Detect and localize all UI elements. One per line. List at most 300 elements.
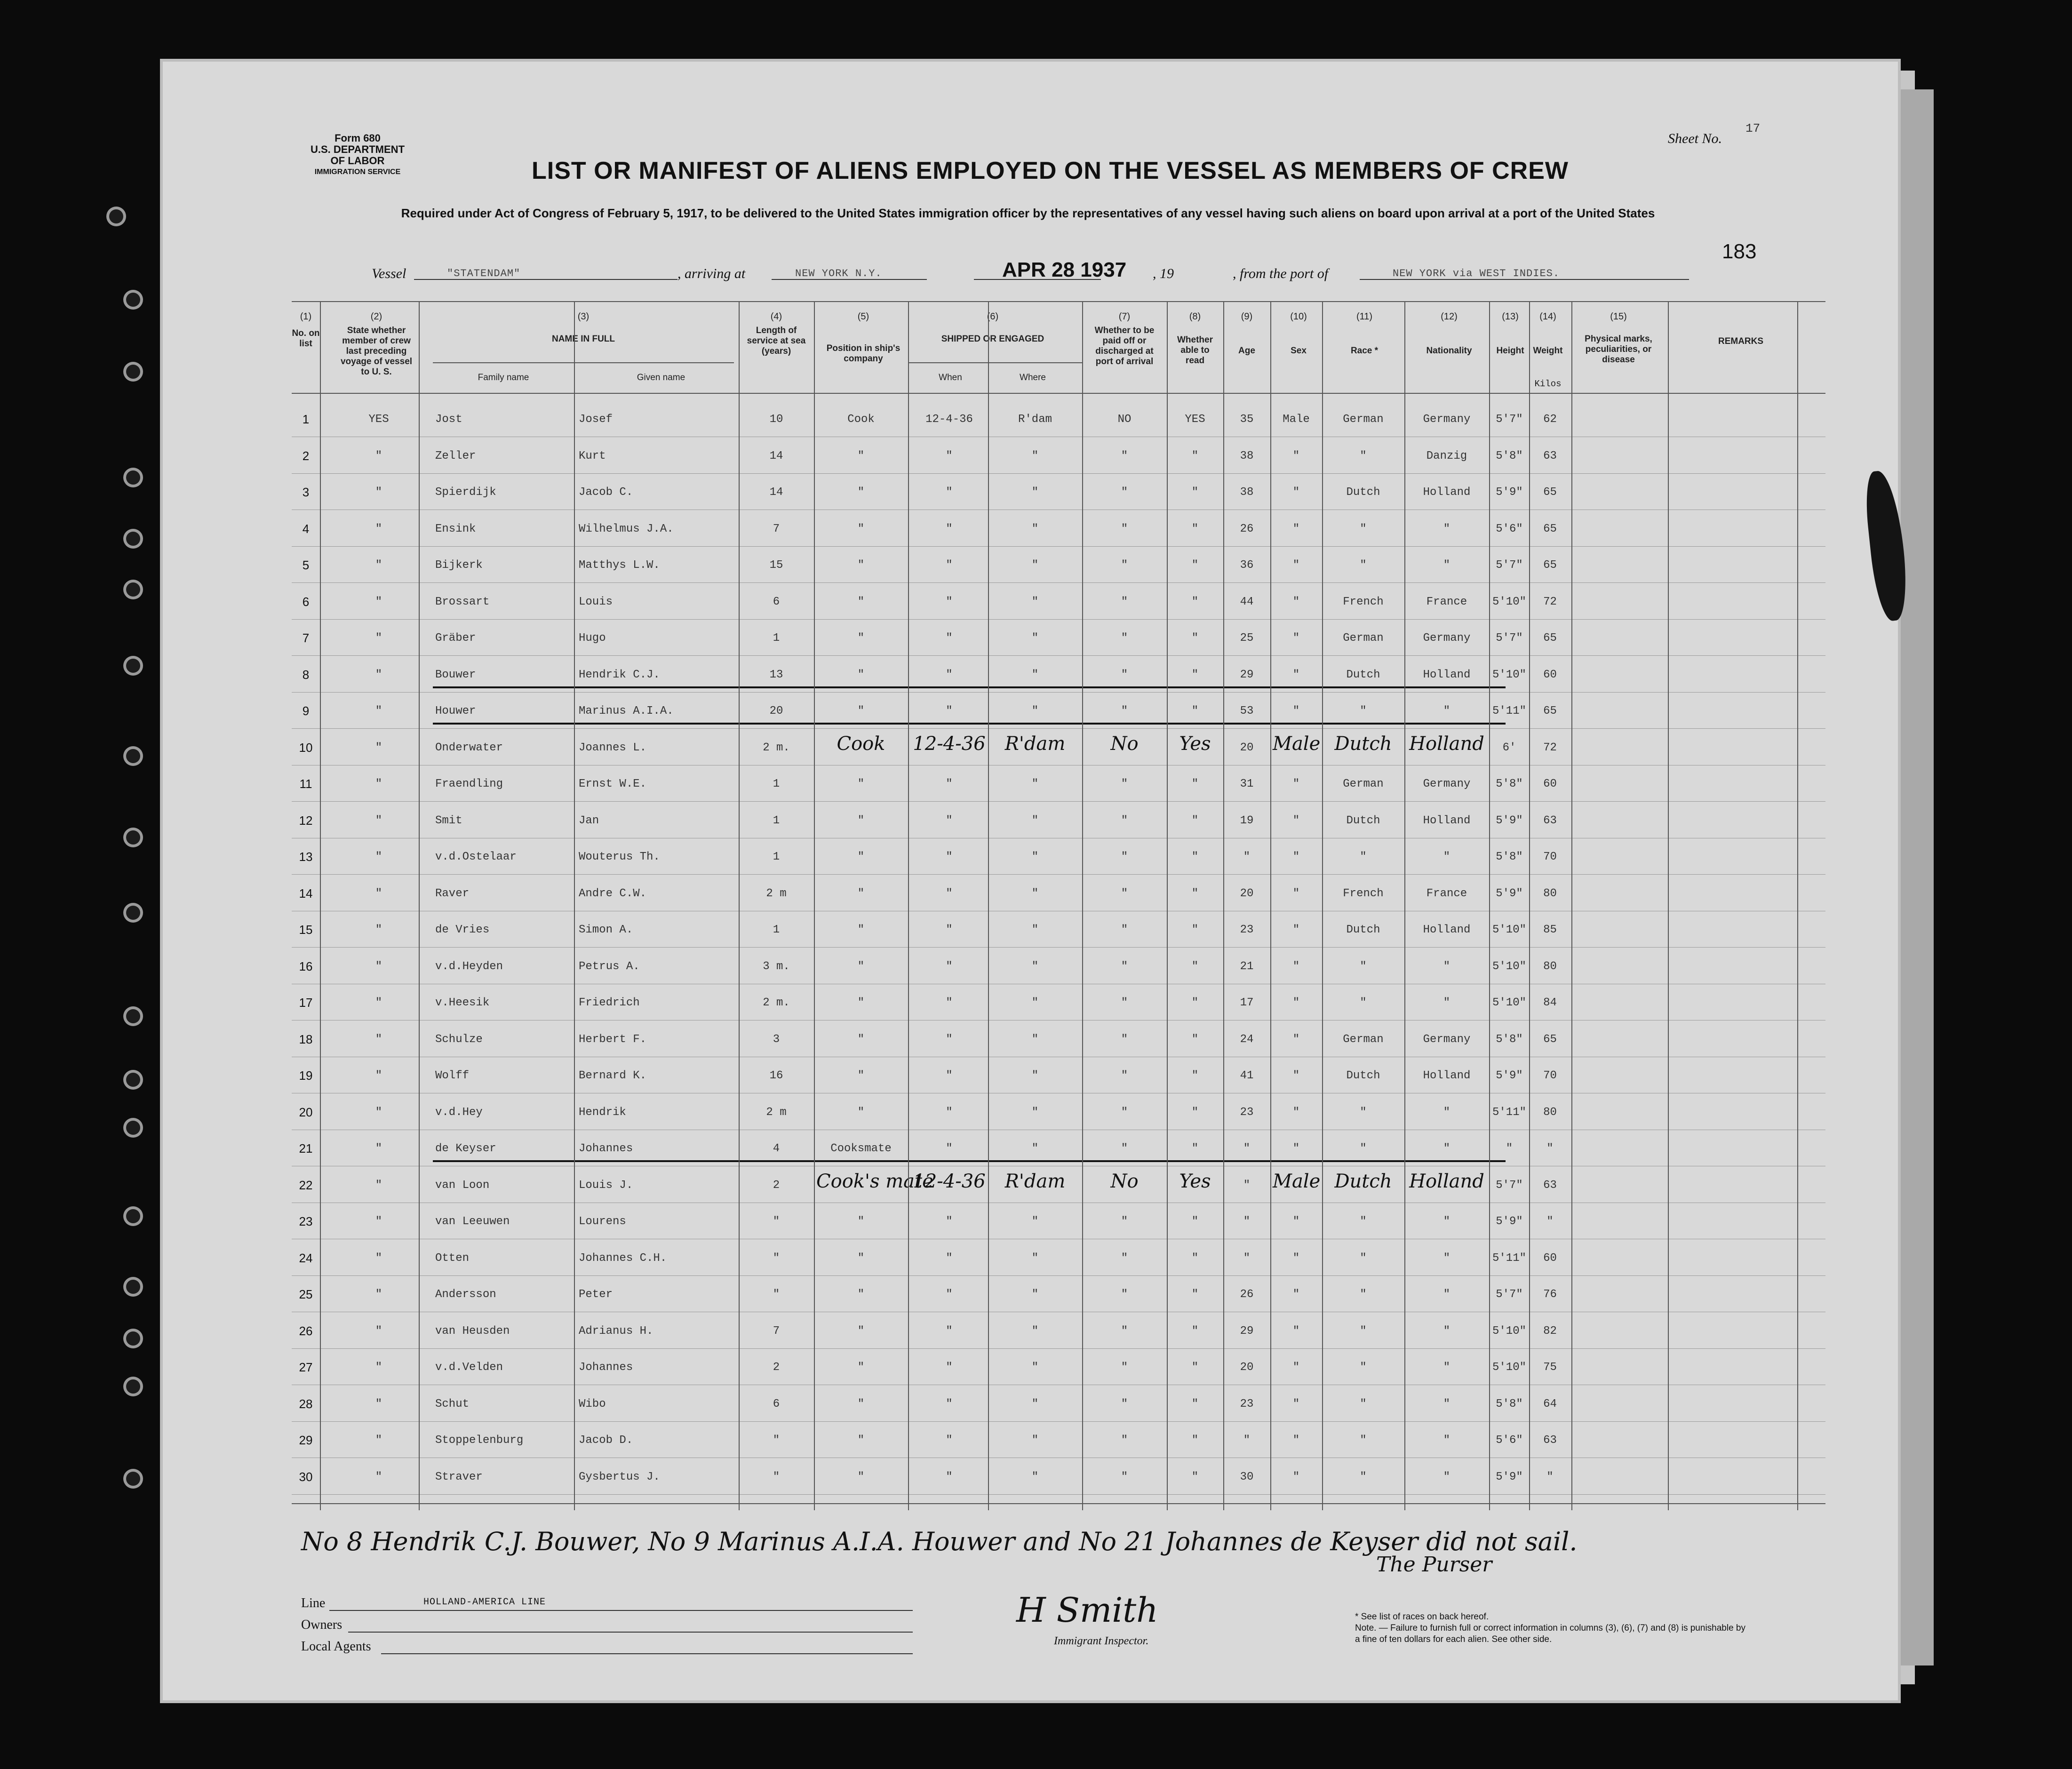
strike-through-line bbox=[433, 686, 1506, 688]
cell-sex: Male bbox=[1283, 413, 1310, 426]
cell-prev: " bbox=[375, 1470, 383, 1483]
cell-read: " bbox=[1191, 814, 1199, 827]
cell-prev: " bbox=[375, 1142, 383, 1155]
cell-family: Onderwater bbox=[435, 741, 503, 754]
cell-read: " bbox=[1191, 705, 1199, 717]
cell-nat: Germany bbox=[1423, 778, 1471, 790]
cell-height: 5'9" bbox=[1496, 1215, 1523, 1228]
cell-prev: " bbox=[375, 559, 383, 572]
cell-prev: " bbox=[375, 741, 383, 754]
col-num-10: (10) bbox=[1290, 311, 1307, 322]
table-column-rule bbox=[1797, 301, 1798, 1510]
punch-hole-icon bbox=[126, 1331, 140, 1346]
cell-sex: " bbox=[1292, 486, 1300, 499]
cell-paid: " bbox=[1121, 1434, 1128, 1447]
cell-weight: 70 bbox=[1543, 851, 1557, 863]
cell-service: 4 bbox=[773, 1142, 780, 1155]
cell-service: 15 bbox=[769, 559, 783, 572]
cell-where: " bbox=[1031, 449, 1039, 462]
cell-nat: " bbox=[1443, 1142, 1450, 1155]
cell-read: " bbox=[1191, 1106, 1199, 1119]
cell-service: 2 bbox=[773, 1179, 780, 1192]
page-subtitle: Required under Act of Congress of February 5, 1917, to be delivered to the United States immigration officer by the representatives of any vessel having such aliens on board upon arrival at a port of the United States bbox=[401, 206, 1655, 220]
cell-race: Dutch bbox=[1346, 1069, 1380, 1082]
cell-age: " bbox=[1243, 1251, 1251, 1265]
cell-family: Brossart bbox=[435, 595, 490, 608]
cell-paid: " bbox=[1121, 960, 1128, 973]
arrival-date-stamp: APR 28 1937 bbox=[1002, 258, 1127, 281]
cell-sex: " bbox=[1292, 595, 1300, 608]
cell-family: v.d.Velden bbox=[435, 1361, 503, 1374]
cell-nat: Germany bbox=[1423, 413, 1471, 426]
cell-age: 20 bbox=[1240, 741, 1254, 754]
cell-sex: " bbox=[1292, 814, 1300, 827]
punch-hole-icon bbox=[126, 1073, 140, 1087]
col-num-4: (4) bbox=[770, 311, 782, 322]
row-number: 25 bbox=[299, 1287, 313, 1301]
cell-read: " bbox=[1191, 1251, 1199, 1265]
cell-position: " bbox=[857, 559, 865, 572]
row-number: 11 bbox=[299, 777, 312, 791]
cell-where: " bbox=[1031, 1033, 1039, 1046]
cell-height: 5'10" bbox=[1492, 996, 1526, 1009]
table-column-rule bbox=[574, 301, 575, 1510]
cell-weight: 72 bbox=[1543, 741, 1557, 754]
col-head-position: Position in ship's company bbox=[826, 343, 901, 364]
cell-when: " bbox=[946, 814, 953, 827]
table-row-rule bbox=[292, 1421, 1825, 1422]
cell-weight: 85 bbox=[1543, 924, 1557, 936]
table-column-rule bbox=[814, 301, 815, 1510]
punch-hole-icon bbox=[109, 209, 123, 223]
cell-when: " bbox=[946, 1324, 953, 1338]
cell-service: 6 bbox=[773, 595, 780, 608]
cell-when: " bbox=[946, 1033, 953, 1046]
row-number: 27 bbox=[299, 1360, 313, 1374]
cell-height: 5'9" bbox=[1496, 1069, 1523, 1082]
col-num-6: (6) bbox=[987, 311, 999, 322]
cell-race: French bbox=[1343, 887, 1384, 900]
cell-given: Jan bbox=[579, 814, 599, 827]
cell-where: " bbox=[1031, 595, 1039, 608]
arriving-label: , arriving at bbox=[677, 266, 746, 281]
col-head-state: State whether member of crew last preceding voyage of vessel to U. S. bbox=[340, 326, 413, 377]
cell-prev: YES bbox=[368, 413, 389, 426]
cell-given: Wibo bbox=[579, 1397, 606, 1410]
cell-prev: " bbox=[375, 632, 383, 645]
cell-position: " bbox=[857, 960, 865, 973]
cell-service: 7 bbox=[773, 522, 780, 535]
cell-given: Wouterus Th. bbox=[579, 851, 660, 863]
cell-race: Dutch bbox=[1346, 668, 1380, 681]
table-subheader-rule bbox=[908, 362, 1082, 363]
cell-prev: " bbox=[375, 1397, 383, 1410]
vessel-label: Vessel bbox=[372, 266, 406, 281]
cell-family: de Vries bbox=[435, 924, 490, 936]
col-head-race: Race * bbox=[1350, 346, 1379, 356]
table-column-rule bbox=[1082, 301, 1083, 1510]
cell-when: " bbox=[946, 996, 953, 1009]
cell-when: " bbox=[946, 1251, 953, 1265]
cell-family: Smit bbox=[435, 814, 462, 827]
cell-position: " bbox=[857, 851, 865, 863]
cell-prev: " bbox=[375, 1069, 383, 1082]
col-num-14: (14) bbox=[1539, 311, 1556, 322]
cell-race: Dutch bbox=[1346, 814, 1380, 827]
cell-sex: " bbox=[1292, 1397, 1300, 1410]
cell-when: " bbox=[946, 1470, 953, 1483]
cell-race: " bbox=[1360, 960, 1367, 973]
cell-age: 31 bbox=[1240, 778, 1254, 790]
cell-service: 10 bbox=[769, 413, 783, 426]
cell-weight: 80 bbox=[1543, 887, 1557, 900]
cell-height: 5'7" bbox=[1496, 632, 1523, 645]
table-row-rule bbox=[292, 1275, 1825, 1276]
punch-hole-icon bbox=[126, 1379, 140, 1394]
cell-age: 17 bbox=[1240, 996, 1254, 1009]
cell-service: 14 bbox=[769, 486, 783, 499]
cell-when: " bbox=[946, 705, 953, 717]
cell-position: " bbox=[857, 1361, 865, 1374]
cell-race: Dutch bbox=[1346, 924, 1380, 936]
punch-hole-icon bbox=[126, 582, 140, 597]
cell-when: " bbox=[946, 449, 953, 462]
cell-read: " bbox=[1191, 1215, 1199, 1228]
cell-service: 2 m. bbox=[763, 741, 790, 754]
cell-age: " bbox=[1243, 1434, 1251, 1447]
row-number: 1 bbox=[302, 412, 310, 426]
cell-read: " bbox=[1191, 559, 1199, 572]
punch-hole-icon bbox=[126, 365, 140, 379]
cell-where: " bbox=[1031, 924, 1039, 936]
cell-weight: 80 bbox=[1543, 960, 1557, 973]
arriving-port: NEW YORK N.Y. bbox=[795, 268, 882, 279]
col-head-weight: Weight bbox=[1533, 346, 1563, 356]
cell-where: " bbox=[1031, 851, 1039, 863]
cell-height: 5'9" bbox=[1496, 486, 1523, 499]
cell-service: " bbox=[773, 1288, 780, 1301]
cell-prev: " bbox=[375, 996, 383, 1009]
cell-given: Joannes L. bbox=[579, 741, 647, 754]
cell-family: Schut bbox=[435, 1397, 470, 1410]
col-head-when: When bbox=[939, 373, 962, 382]
table-column-rule bbox=[1167, 301, 1168, 1510]
cell-age: 53 bbox=[1240, 705, 1254, 717]
cell-position: " bbox=[857, 705, 865, 717]
year-label: , 19 bbox=[1153, 266, 1174, 281]
cell-where: " bbox=[1031, 559, 1039, 572]
cell-sex: " bbox=[1292, 632, 1300, 645]
cell-nat: Holland bbox=[1409, 733, 1484, 755]
cell-race: " bbox=[1360, 1215, 1367, 1228]
cell-position: " bbox=[857, 632, 865, 645]
cell-nat: " bbox=[1443, 1215, 1450, 1228]
cell-when: " bbox=[946, 1069, 953, 1082]
cell-family: Stoppelenburg bbox=[435, 1434, 524, 1447]
cell-prev: " bbox=[375, 486, 383, 499]
cell-sex: " bbox=[1292, 1033, 1300, 1046]
cell-read: " bbox=[1191, 449, 1199, 462]
col-num-11: (11) bbox=[1356, 311, 1373, 322]
cell-where: R'dam bbox=[1004, 1170, 1066, 1192]
cell-given: Herbert F. bbox=[579, 1033, 647, 1046]
cell-race: " bbox=[1360, 996, 1367, 1009]
cell-service: 1 bbox=[773, 632, 780, 645]
cell-prev: " bbox=[375, 1106, 383, 1119]
cell-height: 5'8" bbox=[1496, 1397, 1523, 1410]
cell-position: " bbox=[857, 1324, 865, 1338]
table-row-rule bbox=[292, 655, 1825, 656]
cell-prev: " bbox=[375, 960, 383, 973]
cell-given: Andre C.W. bbox=[579, 887, 647, 900]
sheet-number-value: 17 bbox=[1745, 121, 1761, 135]
cell-sex: " bbox=[1292, 1324, 1300, 1338]
cell-age: 29 bbox=[1240, 1324, 1254, 1338]
row-number: 5 bbox=[302, 558, 310, 572]
table-column-rule bbox=[908, 301, 909, 1510]
department-name: U.S. DEPARTMENT OF LABOR bbox=[310, 143, 405, 167]
cell-height: 5'11" bbox=[1492, 1251, 1526, 1265]
table-row-rule bbox=[292, 1348, 1825, 1349]
cell-sex: " bbox=[1292, 960, 1300, 973]
table-subheader-rule bbox=[433, 362, 734, 363]
table-column-rule bbox=[1571, 301, 1572, 1510]
cell-weight: 65 bbox=[1543, 559, 1557, 572]
cell-service: 20 bbox=[769, 705, 783, 717]
local-agents-label: Local Agents bbox=[301, 1639, 371, 1654]
cell-race: " bbox=[1360, 1142, 1367, 1155]
cell-age: 41 bbox=[1240, 1069, 1254, 1082]
row-number: 3 bbox=[302, 485, 310, 499]
cell-nat: Holland bbox=[1423, 814, 1471, 827]
cell-service: 16 bbox=[769, 1069, 783, 1082]
cell-weight: 62 bbox=[1543, 413, 1557, 426]
cell-prev: " bbox=[375, 1215, 383, 1228]
row-number: 30 bbox=[299, 1469, 313, 1484]
table-column-rule bbox=[1223, 301, 1224, 1510]
cell-when: " bbox=[946, 851, 953, 863]
row-number: 28 bbox=[299, 1396, 313, 1411]
cell-height: 5'9" bbox=[1496, 1470, 1523, 1483]
cell-paid: " bbox=[1121, 778, 1128, 790]
cell-service: 13 bbox=[769, 668, 783, 681]
cell-given: Peter bbox=[579, 1288, 613, 1301]
cell-sex: " bbox=[1292, 1361, 1300, 1374]
cell-position: " bbox=[857, 1434, 865, 1447]
cell-sex: " bbox=[1292, 1069, 1300, 1082]
cell-sex: " bbox=[1292, 1142, 1300, 1155]
cell-weight: 64 bbox=[1543, 1397, 1557, 1410]
cell-nat: " bbox=[1443, 1106, 1450, 1119]
cell-sex: " bbox=[1292, 1288, 1300, 1301]
cell-where: " bbox=[1031, 1434, 1039, 1447]
cell-height: 6' bbox=[1502, 741, 1516, 754]
cell-height: 5'10" bbox=[1492, 960, 1526, 973]
cell-given: Adrianus H. bbox=[579, 1324, 653, 1338]
row-number: 2 bbox=[302, 448, 310, 463]
cell-paid: " bbox=[1121, 1251, 1128, 1265]
cell-weight: 75 bbox=[1543, 1361, 1557, 1374]
cell-given: Jacob D. bbox=[579, 1434, 633, 1447]
cell-prev: " bbox=[375, 851, 383, 863]
cell-read: " bbox=[1191, 1142, 1199, 1155]
cell-age: 21 bbox=[1240, 960, 1254, 973]
cell-sex: " bbox=[1292, 1470, 1300, 1483]
cell-where: " bbox=[1031, 778, 1039, 790]
cell-given: Hugo bbox=[579, 632, 606, 645]
cell-read: " bbox=[1191, 522, 1199, 535]
cell-read: " bbox=[1191, 668, 1199, 681]
cell-height: 5'7" bbox=[1496, 1288, 1523, 1301]
cell-age: 20 bbox=[1240, 1361, 1254, 1374]
cell-service: 2 m bbox=[766, 887, 787, 900]
table-row-rule bbox=[292, 582, 1825, 583]
cell-family: v.d.Hey bbox=[435, 1106, 483, 1119]
table-row-rule bbox=[292, 1494, 1825, 1495]
from-port: NEW YORK via WEST INDIES. bbox=[1393, 268, 1560, 279]
cell-sex: " bbox=[1292, 1215, 1300, 1228]
table-column-rule bbox=[419, 301, 420, 1510]
cell-position: " bbox=[857, 814, 865, 827]
crew-manifest-table bbox=[292, 301, 1825, 1510]
col-head-nationality: Nationality bbox=[1426, 346, 1472, 356]
table-row-rule bbox=[292, 874, 1825, 875]
cell-weight: 60 bbox=[1543, 778, 1557, 790]
cell-paid: " bbox=[1121, 996, 1128, 1009]
cell-read: " bbox=[1191, 595, 1199, 608]
cell-race: " bbox=[1360, 559, 1367, 572]
cell-weight: 80 bbox=[1543, 1106, 1557, 1119]
cell-race: " bbox=[1360, 1324, 1367, 1338]
cell-given: Ernst W.E. bbox=[579, 778, 647, 790]
col-head-no: No. on list bbox=[292, 328, 320, 349]
cell-read: " bbox=[1191, 1361, 1199, 1374]
cell-nat: " bbox=[1443, 1251, 1450, 1265]
cell-service: 7 bbox=[773, 1324, 780, 1338]
row-number: 24 bbox=[299, 1251, 313, 1265]
col-num-15: (15) bbox=[1610, 311, 1627, 322]
cell-where: " bbox=[1031, 960, 1039, 973]
cell-nat: " bbox=[1443, 705, 1450, 717]
cell-family: van Leeuwen bbox=[435, 1215, 510, 1228]
cell-paid: No bbox=[1110, 1170, 1139, 1192]
cell-height: 5'11" bbox=[1492, 1106, 1526, 1119]
cell-height: " bbox=[1506, 1142, 1513, 1155]
punch-hole-icon bbox=[126, 470, 140, 485]
cell-family: Jost bbox=[435, 413, 462, 426]
cell-sex: " bbox=[1292, 559, 1300, 572]
cell-prev: " bbox=[375, 1434, 383, 1447]
cell-family: Bijkerk bbox=[435, 559, 483, 572]
row-number: 19 bbox=[299, 1068, 313, 1083]
cell-nat: Danzig bbox=[1426, 449, 1467, 462]
cell-family: Spierdijk bbox=[435, 486, 496, 499]
cell-service: 1 bbox=[773, 924, 780, 936]
cell-weight: 63 bbox=[1543, 1179, 1557, 1192]
cell-read: Yes bbox=[1179, 1170, 1211, 1192]
cell-service: 1 bbox=[773, 778, 780, 790]
table-column-rule bbox=[1668, 301, 1669, 1510]
cell-where: " bbox=[1031, 887, 1039, 900]
col-head-physical: Physical marks, peculiarities, or disease bbox=[1585, 334, 1652, 365]
cell-paid: " bbox=[1121, 1397, 1128, 1410]
cell-age: 25 bbox=[1240, 632, 1254, 645]
cell-nat: " bbox=[1443, 960, 1450, 973]
table-row-rule bbox=[292, 546, 1825, 547]
cell-family: Raver bbox=[435, 887, 470, 900]
cell-race: " bbox=[1360, 449, 1367, 462]
cell-sex: " bbox=[1292, 924, 1300, 936]
cell-paid: " bbox=[1121, 1361, 1128, 1374]
cell-when: " bbox=[946, 632, 953, 645]
cell-given: Jacob C. bbox=[579, 486, 633, 499]
table-row-rule bbox=[292, 801, 1825, 802]
cell-service: 14 bbox=[769, 449, 783, 462]
cell-weight: " bbox=[1546, 1470, 1554, 1483]
cell-position: Cook bbox=[837, 733, 885, 755]
cell-sex: " bbox=[1292, 996, 1300, 1009]
col-head-name: NAME IN FULL bbox=[551, 334, 615, 344]
owners-label: Owners bbox=[301, 1618, 343, 1632]
cell-given: Johannes C.H. bbox=[579, 1251, 667, 1265]
cell-given: Kurt bbox=[579, 449, 606, 462]
cell-when: " bbox=[946, 1142, 953, 1155]
cell-height: 5'10" bbox=[1492, 1361, 1526, 1374]
cell-paid: " bbox=[1121, 449, 1128, 462]
service-name: IMMIGRATION SERVICE bbox=[314, 168, 401, 176]
cell-nat: " bbox=[1443, 851, 1450, 863]
table-column-rule bbox=[1529, 301, 1530, 1510]
cell-service: " bbox=[773, 1434, 780, 1447]
cell-paid: " bbox=[1121, 632, 1128, 645]
cell-height: 5'10" bbox=[1492, 1324, 1526, 1338]
cell-where: R'dam bbox=[1018, 413, 1052, 426]
cell-nat: " bbox=[1443, 1324, 1450, 1338]
cell-nat: " bbox=[1443, 522, 1450, 535]
col-num-2: (2) bbox=[370, 311, 383, 322]
cell-read: Yes bbox=[1179, 733, 1211, 755]
strike-through-line bbox=[433, 1160, 1506, 1162]
punch-hole-icon bbox=[126, 293, 140, 307]
cell-where: " bbox=[1031, 632, 1039, 645]
cell-read: " bbox=[1191, 1069, 1199, 1082]
cell-race: " bbox=[1360, 522, 1367, 535]
cell-weight: 63 bbox=[1543, 1434, 1557, 1447]
punch-hole-icon bbox=[126, 532, 140, 546]
cell-given: Hendrik bbox=[579, 1106, 626, 1119]
cell-given: Wilhelmus J.A. bbox=[579, 522, 674, 535]
cell-race: Dutch bbox=[1346, 486, 1380, 499]
col-head-read: Whether able to read bbox=[1177, 335, 1213, 366]
handwritten-note: No 8 Hendrik C.J. Bouwer, No 9 Marinus A.I.A. Houwer and No 21 Johannes de Keyser did not sail. bbox=[301, 1527, 1578, 1556]
row-number: 22 bbox=[299, 1178, 313, 1192]
cell-nat: " bbox=[1443, 1397, 1450, 1410]
cell-race: Dutch bbox=[1334, 733, 1392, 755]
punch-hole-icon bbox=[126, 1009, 140, 1023]
cell-position: " bbox=[857, 1106, 865, 1119]
cell-where: " bbox=[1031, 1288, 1039, 1301]
cell-weight: 65 bbox=[1543, 1033, 1557, 1046]
strike-through-line bbox=[433, 723, 1506, 725]
cell-sex: " bbox=[1292, 851, 1300, 863]
cell-weight: 84 bbox=[1543, 996, 1557, 1009]
cell-service: 3 m. bbox=[763, 960, 790, 973]
vessel-row bbox=[372, 258, 1689, 283]
cell-age: " bbox=[1243, 1142, 1251, 1155]
cell-read: " bbox=[1191, 1470, 1199, 1483]
punch-hole-icon bbox=[126, 1121, 140, 1135]
row-number: 15 bbox=[299, 923, 313, 937]
